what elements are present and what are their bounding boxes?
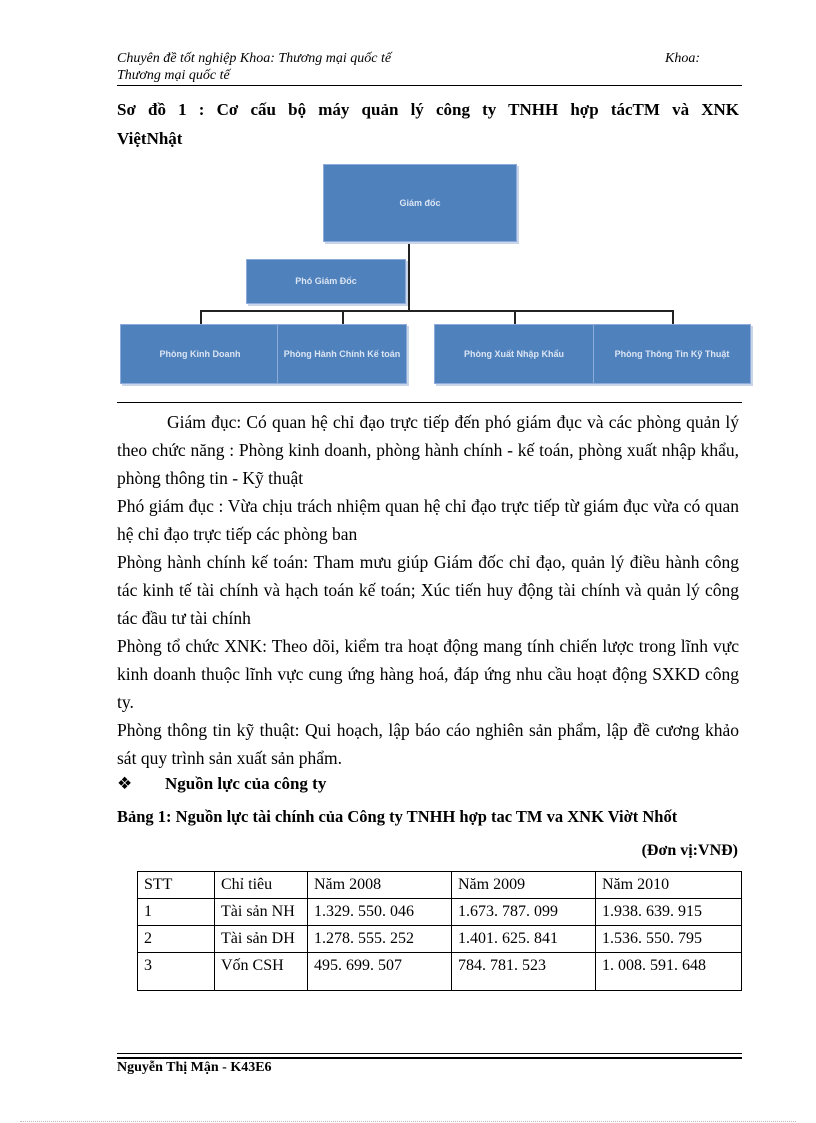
table-cell: 1.278. 555. 252 — [308, 926, 452, 953]
paragraph-director: Giám đục: Có quan hệ chỉ đạo trực tiếp đến phó giám đục và các phòng quản lý theo chức năng : Phòng kinh doanh, phòng hành chính - kế toán, phòng xuất nhập khẩu, phòng thông tin - Kỹ thuật — [117, 412, 739, 488]
table-header-cell: Năm 2009 — [452, 872, 596, 899]
footer-rule-thick — [117, 1057, 742, 1059]
table-row — [138, 953, 742, 991]
table-cell: Tài sản DH — [215, 926, 308, 953]
table-row — [138, 926, 742, 953]
table-cell: Tài sản NH — [215, 899, 308, 926]
table-cell: 1 — [138, 899, 215, 926]
org-box-dept-2: Phòng Hành Chính Kế toán — [277, 324, 407, 384]
header-left: Chuyên đề tốt nghiệp Khoa: Thương mại quốc tế — [117, 51, 392, 66]
page-header — [117, 50, 742, 84]
connector-dept-3 — [514, 310, 516, 324]
finance-table — [137, 871, 742, 991]
org-box-dept-1: Phòng Kinh Doanh — [120, 324, 280, 384]
table-cell: 1.536. 550. 795 — [596, 926, 742, 953]
table-cell: 1. 008. 591. 648 — [596, 953, 742, 991]
connector-dept-1 — [200, 310, 202, 324]
table-header-cell: Năm 2010 — [596, 872, 742, 899]
diagram-title-line2: ViệtNhật — [117, 129, 183, 148]
org-box-director: Giám đốc — [323, 164, 517, 242]
table-cell: 3 — [138, 953, 215, 991]
table-cell: 1.329. 550. 046 — [308, 899, 452, 926]
table-header-cell: Chỉ tiêu — [215, 872, 308, 899]
page-bottom-dotted-rule — [20, 1121, 796, 1122]
header-rule — [117, 85, 742, 86]
section-heading — [117, 774, 326, 794]
table-cell: 495. 699. 507 — [308, 953, 452, 991]
table-unit: (Đơn vị:VNĐ) — [641, 842, 738, 859]
footer-rule-thin — [117, 1053, 742, 1054]
header-right: Khoa: — [665, 51, 700, 66]
header-left-line2: Thương mại quốc tế — [117, 68, 230, 83]
paragraph-import-export: Phòng tổ chức XNK: Theo dõi, kiểm tra hoạt động mang tính chiến lược trong lĩnh vực kinh doanh thuộc lĩnh vực cung ứng hàng hoá, đáp ứng nhu cầu hoạt động SXKD công ty. — [117, 636, 739, 712]
table-header-cell: STT — [138, 872, 215, 899]
org-box-dept-3: Phòng Xuất Nhập Khẩu — [434, 324, 594, 384]
paragraph-it: Phòng thông tin kỹ thuật: Qui hoạch, lập báo cáo nghiên sản phẩm, lập đề cương khảo sát quy trình sản xuất sản phẩm. — [117, 720, 739, 768]
body-text — [117, 408, 739, 772]
table-cell: Vốn CSH — [215, 953, 308, 991]
table-header-row — [138, 872, 742, 899]
connector-dept-4 — [672, 310, 674, 324]
diagram-title: Sơ đồ 1 : Cơ cấu bộ máy quản lý công ty TNHH hợp tácTM và XNK — [117, 100, 739, 119]
footer-author: Nguyễn Thị Mận - K43E6 — [117, 1060, 272, 1075]
diagram-rule — [117, 402, 742, 403]
paragraph-accounting: Phòng hành chính kế toán: Tham mưu giúp Giám đốc chỉ đạo, quản lý điều hành công tác kinh tế tài chính và hạch toán kế toán; Xúc tiến huy động tài chính và quản lý công tác đầu tư tài chính — [117, 552, 739, 628]
table-row — [138, 899, 742, 926]
table-header-cell: Năm 2008 — [308, 872, 452, 899]
table-cell: 1.673. 787. 099 — [452, 899, 596, 926]
table-cell: 1.401. 625. 841 — [452, 926, 596, 953]
section-heading-text: Nguồn lực của công ty — [165, 774, 327, 793]
org-box-deputy: Phó Giám Đốc — [246, 259, 406, 304]
table-cell: 1.938. 639. 915 — [596, 899, 742, 926]
connector-deputy — [406, 276, 410, 278]
paragraph-deputy: Phó giám đục : Vừa chịu trách nhiệm quan hệ chỉ đạo trực tiếp từ giám đục vừa có quan hệ chỉ đạo trực tiếp các phòng ban — [117, 496, 739, 544]
connector-horizontal — [200, 310, 674, 312]
connector-dept-2 — [342, 310, 344, 324]
diamond-bullet-icon: ❖ — [117, 774, 133, 794]
table-caption: Bảng 1: Nguồn lực tài chính của Công ty TNHH hợp tac TM va XNK Viờt Nhốt — [117, 807, 678, 826]
org-box-dept-4: Phòng Thông Tin Kỹ Thuật — [593, 324, 751, 384]
table-cell: 784. 781. 523 — [452, 953, 596, 991]
table-cell: 2 — [138, 926, 215, 953]
